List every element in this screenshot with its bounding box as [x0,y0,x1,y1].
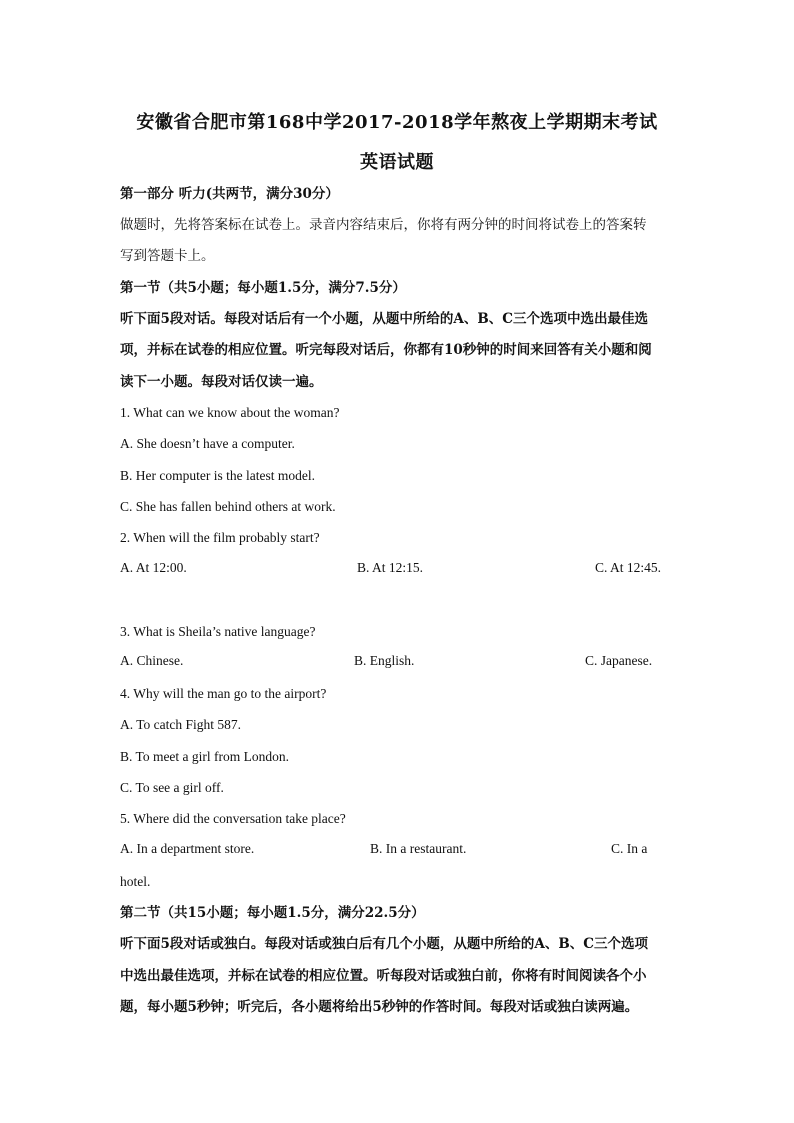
question-5-option-c: C. In a [611,841,648,856]
question-4-option-c: C. To see a girl off. [120,780,224,795]
question-2-option-b: B. At 12:15. [357,560,424,575]
question-1-option-a: A. She doesn’t have a computer. [120,436,295,451]
question-3-option-c: C. Japanese. [585,653,653,668]
question-1-option-c: C. She has fallen behind others at work. [120,499,336,514]
question-2-stem: 2. When will the film probably start? [120,530,320,545]
question-1-option-b: B. Her computer is the latest model. [120,468,315,483]
part1-heading: 第一部分 听力(共两节，满分30分） [120,186,339,202]
section1-instruction-line-3: 读下一小题。每段对话仅读一遍。 [120,374,323,390]
question-4-option-a: A. To catch Fight 587. [120,717,242,732]
question-5-stem: 5. Where did the conversation take place? [120,811,346,826]
question-5-option-b: B. In a restaurant. [370,841,467,856]
question-3-option-b: B. English. [354,653,415,668]
section2-instruction-line-3: 题，每小题5秒钟；听完后，各小题将给出5秒钟的作答时间。每段对话或独白读两遍。 [120,999,639,1015]
section1-heading: 第一节（共5小题；每小题1.5分，满分7.5分） [120,280,406,296]
exam-title: 安徽省合肥市第168中学2017-2018学年熬夜上学期期末考试 [136,112,658,133]
question-2-option-c: C. At 12:45. [595,560,662,575]
section1-instruction-line-2: 项，并标在试卷的相应位置。听完每段对话后，你都有10秒钟的时间来回答有关小题和阅 [120,342,652,358]
question-5-option-a: A. In a department store. [120,841,255,856]
question-1-stem: 1. What can we know about the woman? [120,405,340,420]
question-4-option-b: B. To meet a girl from London. [120,749,290,764]
exam-subtitle: 英语试题 [360,152,434,173]
question-3-option-a: A. Chinese. [120,653,184,668]
section2-instruction-line-2: 中选出最佳选项，并标在试卷的相应位置。听每段对话或独白前，你将有时间阅读各个小 [120,968,647,984]
question-4-stem: 4. Why will the man go to the airport? [120,686,327,701]
question-2-option-a: A. At 12:00. [120,560,187,575]
part1-instruction-line-1: 做题时，先将答案标在试卷上。录音内容结束后，你将有两分钟的时间将试卷上的答案转 [120,217,647,233]
part1-instruction-line-2: 写到答题卡上。 [120,248,215,264]
section2-instruction-line-1: 听下面5段对话或独白。每段对话或独白后有几个小题，从题中所给的A、B、C三个选项 [120,936,649,952]
section1-instruction-line-1: 听下面5段对话。每段对话后有一个小题，从题中所给的A、B、C三个选项中选出最佳选 [120,311,649,327]
question-5-option-c-continued: hotel. [120,874,151,889]
section2-heading: 第二节（共15小题；每小题1.5分，满分22.5分） [120,905,425,921]
question-3-stem: 3. What is Sheila’s native language? [120,624,316,639]
